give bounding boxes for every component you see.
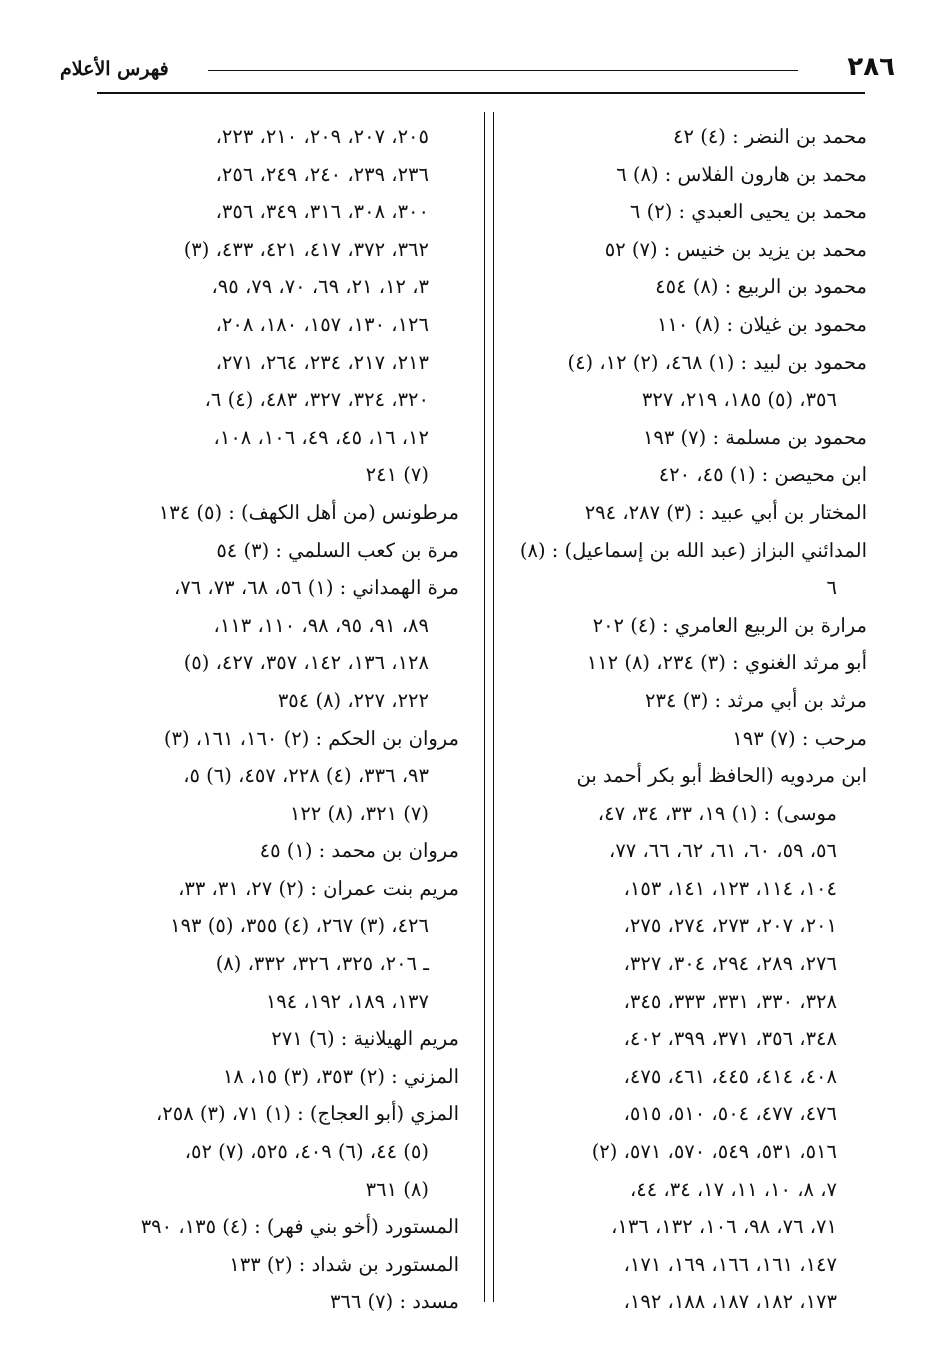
index-entry-continuation: ٥٦، ٥٩، ٦٠، ٦١، ٦٢، ٦٦، ٧٧، xyxy=(609,839,837,863)
index-entry-continuation: ٣٦٢، ٣٧٢، ٤١٧، ٤٢١، ٤٣٣، (٣) xyxy=(183,237,429,261)
index-column-left xyxy=(97,118,459,1321)
index-entry-continuation: ٨٩، ٩١، ٩٥، ٩٨، ١١٠، ١١٣، xyxy=(213,613,429,637)
index-entry: محمد بن يحيى العبدي : (٢) ٦ xyxy=(629,200,867,224)
index-entry: محمود بن غيلان : (٨) ١١٠ xyxy=(656,312,867,336)
index-entry-continuation: ٦ xyxy=(826,576,837,600)
index-entry: أبو مرثد الغنوي : (٣) ٢٣٤، (٨) ١١٢ xyxy=(586,651,867,675)
index-entry: مسدد : (٧) ٣٦٦ xyxy=(329,1290,459,1314)
index-entry: المدائني البزاز (عبد الله بن إسماعيل) : (٨) xyxy=(519,538,867,562)
index-entry-continuation: ٣٠٠، ٣٠٨، ٣١٦، ٣٤٩، ٣٥٦، xyxy=(215,200,429,224)
index-entry: محمود بن الربيع : (٨) ٤٥٤ xyxy=(655,275,867,299)
index-entry-continuation: (٧) ٢٤١ xyxy=(365,463,429,487)
header-line xyxy=(208,70,798,71)
index-entry-continuation: ٢٣٦، ٢٣٩، ٢٤٠، ٢٤٩، ٢٥٦، xyxy=(215,162,429,186)
index-entry-continuation: ٧، ٨، ١٠، ١١، ١٧، ٣٤، ٤٤، xyxy=(629,1177,837,1201)
index-entry: المزي (أبو العجاج) : (١) ٧١، (٣) ٢٥٨، xyxy=(155,1102,459,1126)
index-entry-continuation: ٣، ١٢، ٢١، ٦٩، ٧٠، ٧٩، ٩٥، xyxy=(211,275,429,299)
index-entry: المختار بن أبي عبيد : (٣) ٢٨٧، ٢٩٤ xyxy=(584,500,867,524)
index-entry-continuation: ٣٤٨، ٣٥٦، ٣٧١، ٣٩٩، ٤٠٢، xyxy=(623,1027,837,1051)
index-entry-continuation: ١٤٧، ١٦١، ١٦٦، ١٦٩، ١٧١، xyxy=(623,1252,837,1276)
index-entry: مريم بنت عمران : (٢) ٢٧، ٣١، ٣٣، xyxy=(178,876,459,900)
index-entry: مروان بن محمد : (١) ٤٥ xyxy=(259,839,459,863)
index-entry-continuation: ٣٢٠، ٣٢٤، ٣٢٧، ٤٨٣، (٤) ٦، xyxy=(204,388,429,412)
index-entry-continuation: ٩٣، ٣٣٦، (٤) ٢٢٨، ٤٥٧، (٦) ٥، xyxy=(183,764,429,788)
index-entry-continuation: (٨) ٣٦١ xyxy=(365,1177,429,1201)
index-entry-continuation: ٥١٦، ٥٣١، ٥٤٩، ٥٧٠، ٥٧١، (٢) xyxy=(591,1140,837,1164)
index-entry-continuation: ٤٢٦، (٣) ٢٦٧، (٤) ٣٥٥، (٥) ١٩٣ xyxy=(170,914,429,938)
index-entry: محمد بن يزيد بن خنيس : (٧) ٥٢ xyxy=(604,237,867,261)
index-entry-continuation: ٢١٣، ٢١٧، ٢٣٤، ٢٦٤، ٢٧١، xyxy=(215,350,429,374)
index-entry: مرثد بن أبي مرثد : (٣) ٢٣٤ xyxy=(645,688,867,712)
index-entry: محمود بن مسلمة : (٧) ١٩٣ xyxy=(642,425,867,449)
index-entry: محمد بن هارون الفلاس : (٨) ٦ xyxy=(616,162,867,186)
index-entry: مرة بن كعب السلمي : (٣) ٥٤ xyxy=(216,538,459,562)
index-entry-continuation: موسى) : (١) ١٩، ٣٣، ٣٤، ٤٧، xyxy=(597,801,837,825)
index-column-right xyxy=(495,118,867,1321)
index-entry: المزني : (٢) ٣٥٣، (٣) ١٥، ١٨ xyxy=(222,1064,459,1088)
index-entry-continuation: ١٠٤، ١١٤، ١٢٣، ١٤١، ١٥٣، xyxy=(623,876,837,900)
index-entry-continuation: ١٢٨، ١٣٦، ١٤٢، ٣٥٧، ٤٢٧، (٥) xyxy=(183,651,429,675)
index-entry-continuation: ـ ٢٠٦، ٣٢٥، ٣٢٦، ٣٣٢، (٨) xyxy=(215,952,429,976)
index-entry: ابن محيصن : (١) ٤٥، ٤٢٠ xyxy=(658,463,867,487)
index-entry-continuation: ١٢، ١٦، ٤٥، ٤٩، ١٠٦، ١٠٨، xyxy=(213,425,429,449)
column-divider xyxy=(484,112,485,1302)
column-divider xyxy=(493,112,494,1302)
index-entry: محمد بن النضر : (٤) ٤٢ xyxy=(673,125,867,148)
index-entry-continuation: ٤٠٨، ٤١٤، ٤٤٥، ٤٦١، ٤٧٥، xyxy=(623,1064,837,1088)
index-entry: مرحب : (٧) ١٩٣ xyxy=(732,726,867,750)
index-entry-continuation: ٢٧٦، ٢٨٩، ٢٩٤، ٣٠٤، ٣٢٧، xyxy=(623,952,837,976)
index-entry-continuation: ٤٧٦، ٤٧٧، ٥٠٤، ٥١٠، ٥١٥، xyxy=(623,1102,837,1126)
index-entry: مرطونس (من أهل الكهف) : (٥) ١٣٤ xyxy=(158,500,459,524)
index-entry: مروان بن الحكم : (٢) ١٦٠، ١٦١، (٣) xyxy=(163,726,459,750)
header-rule xyxy=(97,92,865,94)
index-entry: مرارة بن الربيع العامري : (٤) ٢٠٢ xyxy=(592,613,867,637)
index-entry-continuation: (٧) ٣٢١، (٨) ١٢٢ xyxy=(289,801,429,825)
index-entry-continuation: ٢٠٥، ٢٠٧، ٢٠٩، ٢١٠، ٢٢٣، xyxy=(215,125,429,148)
index-entry-continuation: ٣٥٦، (٥) ١٨٥، ٢١٩، ٣٢٧ xyxy=(641,388,837,412)
index-entry: مرة الهمداني : (١) ٥٦، ٦٨، ٧٣، ٧٦، xyxy=(173,576,459,600)
index-entry: المستورد بن شداد : (٢) ١٣٣ xyxy=(229,1252,459,1276)
index-entry: ابن مردويه (الحافظ أبو بكر أحمد بن xyxy=(576,764,867,788)
index-entry-continuation: ٢٢٢، ٢٢٧، (٨) ٣٥٤ xyxy=(277,688,429,712)
index-entry-continuation: (٥) ٤٤، (٦) ٤٠٩، ٥٢٥، (٧) ٥٢، xyxy=(184,1140,429,1164)
page-number: ٢٨٦ xyxy=(847,52,895,82)
index-entry-continuation: ٢٠١، ٢٠٧، ٢٧٣، ٢٧٤، ٢٧٥، xyxy=(623,914,837,938)
index-entry-continuation: ١٣٧، ١٨٩، ١٩٢، ١٩٤ xyxy=(265,989,429,1013)
index-entry-continuation: ١٧٣، ١٨٢، ١٨٧، ١٨٨، ١٩٢، xyxy=(623,1290,837,1314)
index-entry-continuation: ٣٢٨، ٣٣٠، ٣٣١، ٣٣٣، ٣٤٥، xyxy=(623,989,837,1013)
index-entry: محمود بن لبيد : (١) ٤٦٨، (٢) ١٢، (٤) xyxy=(567,350,867,374)
index-entry: مريم الهيلانية : (٦) ٢٧١ xyxy=(271,1027,459,1051)
index-entry-continuation: ١٢٦، ١٣٠، ١٥٧، ١٨٠، ٢٠٨، xyxy=(215,312,429,336)
index-entry-continuation: ٧١، ٧٦، ٩٨، ١٠٦، ١٣٢، ١٣٦، xyxy=(611,1215,837,1239)
running-title: فهرس الأعلام xyxy=(60,58,169,80)
index-entry: المستورد (أخو بني فهر) : (٤) ١٣٥، ٣٩٠ xyxy=(140,1215,459,1239)
